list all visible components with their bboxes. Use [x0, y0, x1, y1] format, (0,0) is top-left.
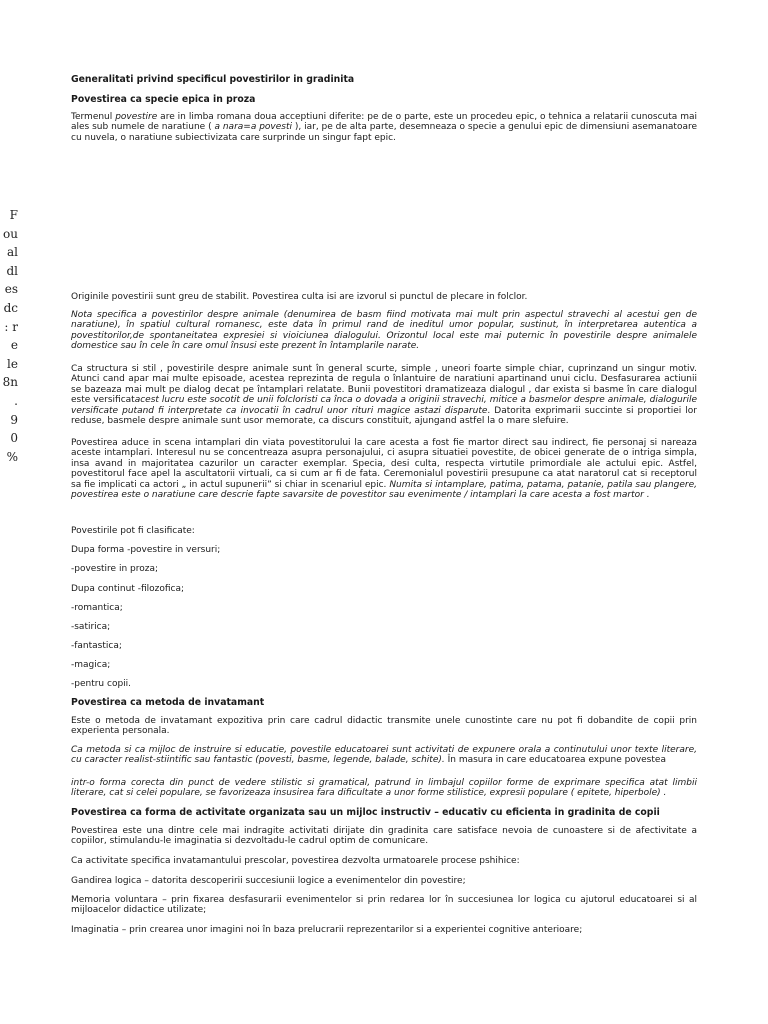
side-char: % — [6, 449, 18, 464]
method-paragraph: Este o metoda de invatamant expozitiva prin care cadrul didactic transmite unele cunostinte care nu pot fi dobandite de copii prin experienta personala. — [71, 716, 697, 737]
classify-item: -pentru copii. — [71, 679, 132, 689]
structure-text: . Datorita exprimarii succinte si proportiei lor reduse, basmele despre animale sunt usor memorate, ca discurs constituit, ajungand astfel la o mare slefuire. — [71, 405, 697, 427]
method-italic: Ca metoda si ca mijloc de instruire si educatie, povestile educatoarei sunt activitati de expunere orala a continutului unor texte literare, cu caracter realist-stiintific sau fantastic (povesti, basme, legende, balade, schite). — [71, 745, 697, 766]
intro-text: Termenul — [71, 112, 116, 122]
classify-item: -fantastica; — [71, 641, 122, 651]
side-char: 9 — [10, 412, 18, 427]
side-char: e — [10, 338, 18, 353]
classify-item: -magica; — [71, 660, 111, 670]
side-char: dc — [3, 300, 18, 315]
heading-method: Povestirea ca metoda de invatamant — [71, 697, 265, 708]
form-paragraph-2: Ca activitate specifica invatamantului prescolar, povestirea dezvolta urmatoarele procese pshihice: — [71, 856, 520, 866]
intro-text: ), iar, pe de alta parte, desemneaza o specie a genului epic de dimensiuni asemanatoare cu nuvela, o naratiune subiectivizata care surprinde un singur fapt epic. — [71, 122, 698, 143]
side-char: 0 — [10, 431, 18, 446]
structure-paragraph — [71, 364, 697, 426]
intro-term: povestire — [115, 112, 158, 122]
classify-item: -povestire in proza; — [71, 564, 159, 574]
method-instruction-paragraph — [71, 745, 697, 766]
side-char: . — [14, 393, 18, 408]
events-italic: Numita si intamplare, patima, patama, patanie, patila sau plangere, povestirea este o naratiune care descrie fapte savarsite de povestitor sau evenimente / intamplari la care acesta a fost martor . — [71, 479, 697, 501]
intro-text: are in limba romana doua acceptiuni diferite: pe de o parte, este un procedeu epic, o tehnica a relatarii cunoscuta mai ales sub numele de naratiune ( — [71, 112, 698, 133]
side-char: es — [4, 282, 18, 297]
nota-paragraph: Nota specifica a povestirilor despre animale (denumirea de basm fiind motivata mai mult prin aspectul stravechi al acestui gen de naratiune), în spatiul cultural romanesc, este data în primul rand de ineditul umor popular, sustinut, în interpretarea autentica a povestitorilor,de spontaneitatea expresiei si vioiciunea dialogului. Orizontul local este mai puternic în povestirile despre animalele domestice sau în cele în care omul însusi este prezent în întamplarile narate. — [71, 310, 697, 352]
side-char: le — [7, 356, 18, 371]
side-char: dl — [6, 263, 18, 278]
heading-species: Povestirea ca specie epica in proza — [71, 94, 256, 105]
classify-title: Povestirile pot fi clasificate: — [71, 526, 195, 536]
method-style-paragraph: intr-o forma corecta din punct de vedere stilistic si gramatical, patrund in limbajul copiilor forme de exprimare specifica atat limbii literare, cat si celei populare, se favorizeaza insusirea fara dificultate a unor forme stilistice, expresii populare ( epitete, hiperbole) . — [71, 778, 697, 799]
form-paragraph-1: Povestirea este una dintre cele mai indragite activitati dirijate din gradinita care satisface nevoia de cunoastere si de afectivitate a copiilor, stimulandu-le imaginatia si dezvoltadu-le cadrul optim de comunicare. — [71, 826, 697, 847]
form-paragraph-5: Imaginatia – prin crearea unor imagini noi în baza prelucrarii reprezentarilor si a experientei cognitive anterioare; — [71, 925, 583, 935]
side-char: : r — [4, 319, 18, 334]
classify-item: Dupa forma -povestire in versuri; — [71, 545, 221, 555]
origins-paragraph: Originile povestirii sunt greu de stabilit. Povestirea culta isi are izvorul si punctul de plecare in folclor. — [71, 292, 528, 302]
classify-item: -satirica; — [71, 622, 111, 632]
side-char: F — [9, 208, 18, 222]
heading-form: Povestirea ca forma de activitate organizata sau un mijloc instructiv – educativ cu eficienta in gradinita de copii — [71, 807, 660, 818]
heading-main: Generalitati privind specificul povestirilor in gradinita — [71, 74, 355, 85]
intro-italic: a nara=a povesti — [214, 122, 293, 133]
structure-text: Ca structura si stil , povestirile despre animale sunt în general scurte, simple , uneori foarte simple chiar, cuprinzand un singur motiv. Atunci cand apar mai multe episoade, acestea reprezinta de regula o înlantuire de naratiuni apartinand unui ciclu. Desfasurarea actiunii se bazeaza mai mult pe dialog decat pe întamplari relatate. Bunii povestitori dramatizeaza dialogul , dar exista si basme în care dialogul este versificat — [71, 364, 697, 406]
form-paragraph-3: Gandirea logica – datorita descoperirii succesiunii logice a evenimentelor din povestire; — [71, 876, 466, 886]
classify-item: Dupa continut -filozofica; — [71, 584, 185, 594]
side-char: al — [7, 245, 18, 260]
clipped-side-text — [0, 206, 18, 466]
side-char: ou — [3, 226, 18, 241]
structure-italic: acest lucru este socotit de unii folcloristi ca înca o dovada a originii stravechi, mitice a basmelor despre animale, dialogurile versificate putand fi interpretate ca invocatii în cadrul unor rituri magice astazi disparute — [71, 395, 697, 416]
events-text: Povestirea aduce in scena intamplari din viata povestitorului la care acesta a fost fie martor direct sau indirect, fie personaj si nareaza aceste intamplari. Interesul nu se concentreaza asupra personajului, ci asupra situatiei povestite, de obicei generate de o intriga simpla, insa avand in majoritatea cazurilor un caracter exemplar. Specia, desi culta, respecta virtutile primordiale ale actului epic. Astfel, povestitorul face apel la ascultatorii virtuali, ca si cum ar fi de fata. Ceremonialul povestirii presupune ca atat naratorul cat si receptorul sa fie implicati ca actori „ in actul supunerii” si chiar in scenariul epic. — [71, 438, 697, 490]
events-paragraph — [71, 438, 697, 500]
form-paragraph-4: Memoria voluntara – prin fixarea desfasurarii evenimentelor si prin redarea lor în succesiunea lor logica cu ajutorul educatoarei si al mijloacelor didactice utilizate; — [71, 895, 697, 916]
method-text: În masura in care educatoarea expune povestea — [444, 755, 666, 766]
intro-paragraph — [71, 112, 697, 143]
side-char: 8n — [2, 375, 18, 390]
classify-item: -romantica; — [71, 603, 123, 613]
